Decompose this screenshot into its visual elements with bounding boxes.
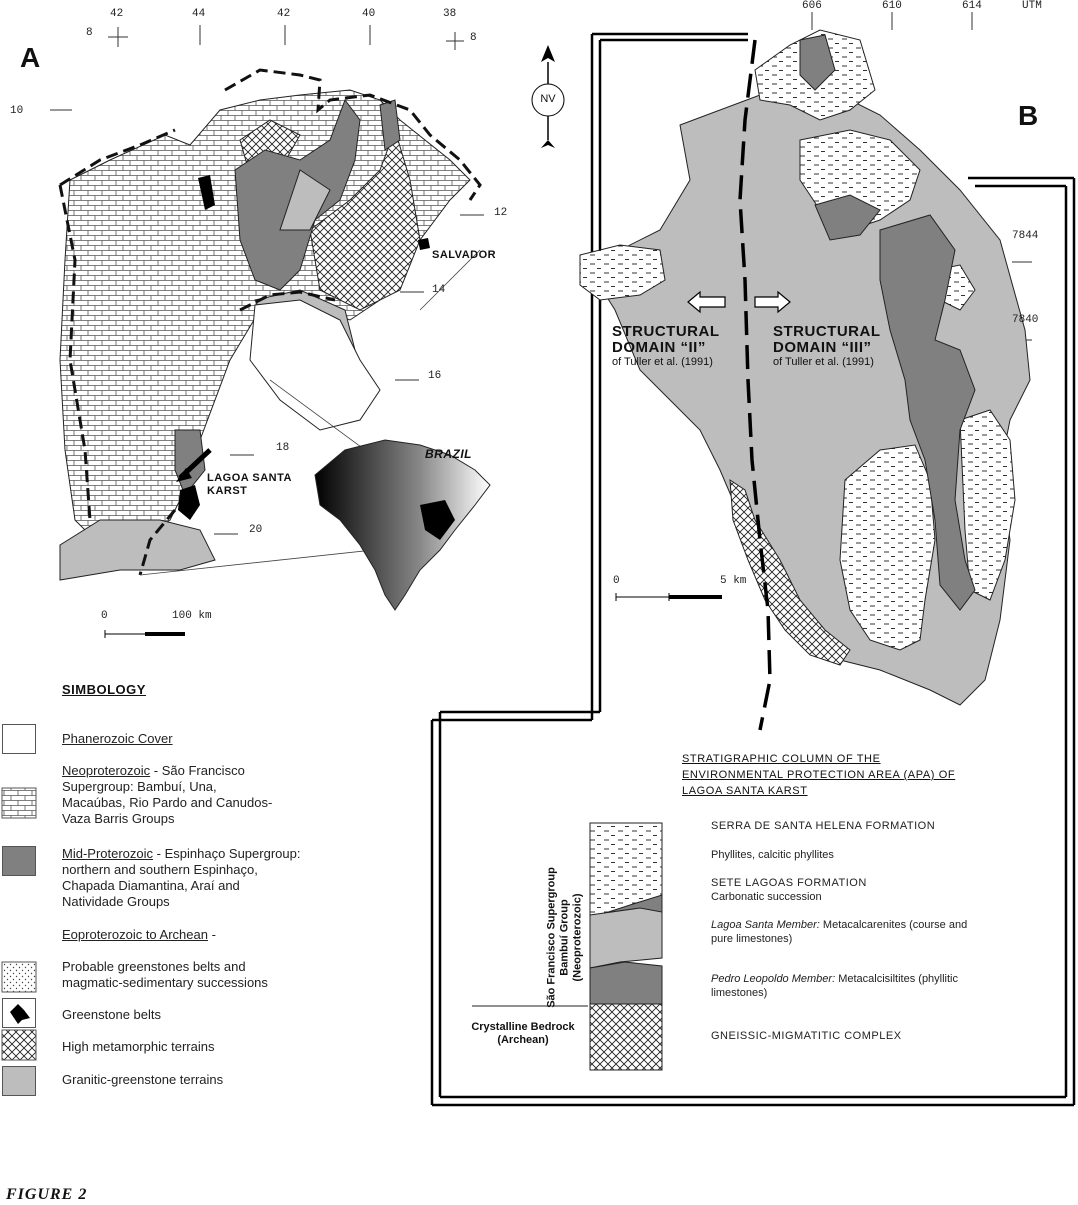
scale-end-label: 100 km (172, 610, 212, 622)
scale-zero-label: 0 (613, 575, 620, 587)
coord-label: 20 (249, 524, 263, 536)
domain-ii-label: STRUCTURAL DOMAIN “II” of Tuller et al. (1991) (612, 323, 720, 368)
coord-label: 614 (962, 0, 982, 12)
figure-label: FIGURE 2 (6, 1186, 88, 1203)
salvador-label: SALVADOR (432, 249, 497, 261)
coord-label: 44 (192, 8, 206, 20)
strat-unit: SETE LAGOAS FORMATION Carbonatic succession (711, 877, 867, 903)
coord-label: 7844 (1012, 230, 1039, 242)
panel-b-letter: B (1018, 100, 1039, 131)
coord-label: 18 (276, 442, 290, 454)
coord-label: 38 (443, 8, 457, 20)
coord-label: 42 (110, 8, 124, 20)
north-label: NV (540, 93, 556, 105)
legend-swatch-granitic (2, 1066, 36, 1096)
legend-item: High metamorphic terrains (62, 1039, 215, 1054)
strat-left-label-top: São Francisco Supergroup Bambuí Group (Neoproterozoic) (545, 867, 584, 1008)
coord-label: 10 (10, 105, 24, 117)
legend-swatch-mid-proterozoic (2, 846, 36, 876)
coord-label: 8 (470, 32, 477, 44)
legend-swatch-greenstone (2, 998, 36, 1028)
legend-swatch-phanerozoic (2, 724, 36, 754)
legend-item: Phanerozoic Cover (62, 731, 173, 746)
legend-item: Mid-Proterozoic - Espinhaço Supergroup: northern and southern Espinhaço, Chapada Diamantina, Araí and Natividade Groups (62, 846, 301, 909)
panel-a-letter: A (20, 42, 41, 73)
coord-label: 40 (362, 8, 376, 20)
lagoa-santa-label: LAGOA SANTA KARST (207, 472, 292, 497)
legend-item: Granitic-greenstone terrains (62, 1072, 224, 1087)
coord-label: 16 (428, 370, 442, 382)
legend-item: Greenstone belts (62, 1007, 162, 1022)
strat-unit: Phyllites, calcitic phyllites (711, 849, 834, 861)
coord-label: 8 (86, 27, 93, 39)
scale-end-label: 5 km (720, 575, 747, 587)
legend-title: SIMBOLOGY (62, 682, 146, 697)
coord-label: 606 (802, 0, 822, 12)
coord-label: UTM (1022, 0, 1042, 12)
strat-unit: Lagoa Santa Member: Metacalcarenites (course and pure limestones) (711, 919, 968, 945)
scale-zero-label: 0 (101, 610, 108, 622)
strat-unit: Pedro Leopoldo Member: Metacalcisiltites (phyllitic limestones) (711, 973, 959, 999)
legend-item: Neoproterozoic - São Francisco Supergroup: Bambuí, Una, Macaúbas, Rio Pardo and Canudos-Vaza Barris Groups (62, 763, 273, 826)
brazil-inset (315, 440, 490, 610)
strat-unit: GNEISSIC-MIGMATITIC COMPLEX (711, 1030, 902, 1042)
coord-label: 7840 (1012, 314, 1039, 326)
brazil-label: BRAZIL (425, 447, 472, 461)
legend-item: Probable greenstones belts and magmatic-sedimentary successions (62, 959, 268, 990)
strat-left-label-bottom: Crystalline Bedrock (Archean) (471, 1021, 575, 1046)
coord-label: 12 (494, 207, 508, 219)
panel-a-map (50, 25, 490, 638)
coord-label: 42 (277, 8, 291, 20)
coord-label: 610 (882, 0, 902, 12)
coord-label: 14 (432, 284, 446, 296)
domain-iii-label: STRUCTURAL DOMAIN “III” of Tuller et al. (1991) (773, 323, 881, 368)
strat-column-title: STRATIGRAPHIC COLUMN OF THE ENVIRONMENTAL PROTECTION AREA (APA) OF LAGOA SANTA KARST (682, 753, 956, 797)
legend-item: Eoproterozoic to Archean - (62, 927, 216, 942)
strat-unit: SERRA DE SANTA HELENA FORMATION (711, 820, 936, 832)
